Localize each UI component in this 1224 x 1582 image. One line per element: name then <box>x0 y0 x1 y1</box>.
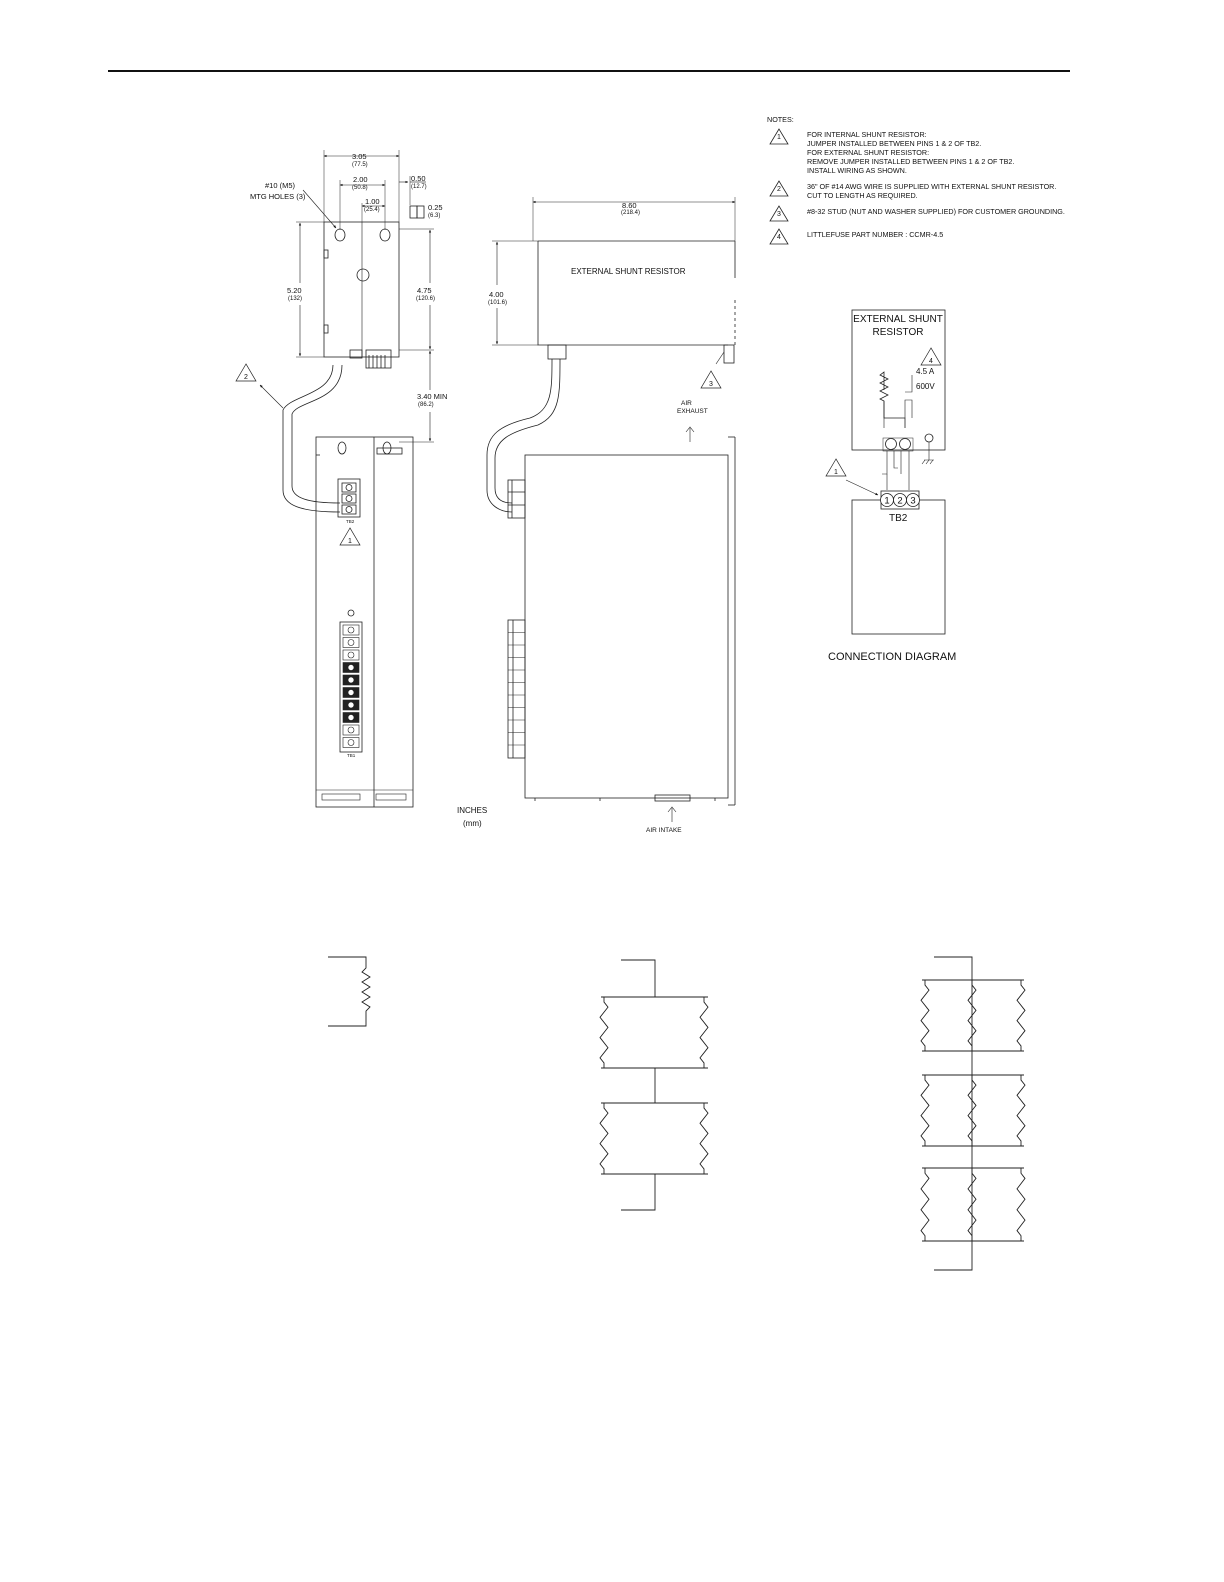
dim-center: 1.00 <box>365 197 380 206</box>
parallel-bus <box>601 1103 708 1174</box>
units-inches: INCHES <box>457 806 488 815</box>
dim-height-mm: (132) <box>288 296 303 302</box>
note-1-line: FOR INTERNAL SHUNT RESISTOR: <box>807 130 927 139</box>
resistor <box>1017 980 1025 1051</box>
pin-2: 2 <box>897 495 903 507</box>
callout-stud <box>701 371 721 388</box>
ground-icon <box>922 442 934 464</box>
mounting-hole <box>335 229 345 241</box>
terminal-block-resistor <box>366 350 391 368</box>
air-exhaust-1: AIR <box>681 400 692 407</box>
dim-clearance-mm: (86.2) <box>418 402 434 408</box>
callout-conn-jumper <box>826 459 846 476</box>
note-2 <box>767 182 1097 200</box>
resistor <box>700 1103 708 1174</box>
note-1-triangle-icon: 1 <box>769 128 789 145</box>
tb2-label: TB2 <box>346 519 355 524</box>
tb1-side <box>508 620 525 758</box>
note-1-line: JUMPER INSTALLED BETWEEN PINS 1 & 2 OF TB2. <box>807 139 982 148</box>
tb1-screw <box>348 677 354 683</box>
ground-stud <box>925 434 933 442</box>
note-1-line: INSTALL WIRING AS SHOWN. <box>807 166 907 175</box>
dim-thick: 0.25 <box>428 203 443 212</box>
tb1-screw <box>348 665 354 671</box>
resistor <box>1017 1168 1025 1241</box>
note-4 <box>767 230 1097 246</box>
note-2-line: 36" OF #14 AWG WIRE IS SUPPLIED WITH EXTERNAL SHUNT RESISTOR. <box>807 182 1057 191</box>
svg-text:1: 1 <box>348 538 352 545</box>
note-4-line: LITTLEFUSE PART NUMBER : CCMR-4.5 <box>807 230 944 239</box>
fuse-volt: 600V <box>916 382 935 391</box>
tb1-screw <box>348 715 354 721</box>
dim-offset: 0.50 <box>411 174 426 183</box>
svg-text:4: 4 <box>929 358 933 365</box>
tb1-screw <box>348 627 354 633</box>
resistor-terminal <box>900 439 911 450</box>
mounting-hole <box>380 229 390 241</box>
resistor-title-2: RESISTOR <box>872 327 924 338</box>
tb1-screw <box>348 702 354 708</box>
resistor-title-1: EXTERNAL SHUNT <box>853 314 943 325</box>
resistor-terminal <box>886 439 897 450</box>
dim-width: 3.05 <box>352 152 367 161</box>
resistor-config-series-parallel <box>600 960 708 1210</box>
tb1-screw <box>348 652 354 658</box>
tb1-side-segments <box>508 633 525 746</box>
pin-3: 3 <box>910 495 916 507</box>
resistor <box>1017 1075 1025 1146</box>
resistor <box>921 980 929 1051</box>
dim-height: 5.20 <box>287 286 302 295</box>
wire <box>621 960 655 997</box>
dim-side-height-mm: (101.6) <box>488 300 508 306</box>
dim-length-mm: (218.4) <box>621 210 641 216</box>
mtg-holes-label-2: MTG HOLES (3) <box>250 192 306 201</box>
note-1-line: FOR EXTERNAL SHUNT RESISTOR: <box>807 148 930 157</box>
air-exhaust-2: EXHAUST <box>677 408 708 415</box>
dim-thick-mm: (6.3) <box>428 213 441 219</box>
notes-title: NOTES: <box>767 115 794 124</box>
pin-1: 1 <box>884 495 890 507</box>
dim-clearance: 3.40 MIN <box>417 392 448 401</box>
side-view <box>487 197 735 822</box>
dim-center-mm: (25.4) <box>364 207 380 213</box>
dim-width-mm: (77.5) <box>352 162 368 168</box>
note-3 <box>767 207 1097 223</box>
dim-length: 8.60 <box>622 201 637 210</box>
drive-side-view <box>525 455 728 798</box>
parallel-bus <box>601 997 708 1068</box>
note-1-line: REMOVE JUMPER INSTALLED BETWEEN PINS 1 & 2 OF TB2. <box>807 157 1015 166</box>
tb1-screw <box>348 740 354 746</box>
dim-offset-mm: (12.7) <box>411 184 427 190</box>
tb2-conn-label: TB2 <box>889 513 908 524</box>
units-mm: (mm) <box>463 819 482 828</box>
tb1-terminal-screws <box>343 625 359 748</box>
callout-fuse <box>921 348 941 365</box>
resistor <box>700 997 708 1068</box>
resistor-config-3x3 <box>921 957 1025 1270</box>
note-2-line: CUT TO LENGTH AS REQUIRED. <box>807 191 918 200</box>
mtg-holes-label-1: #10 (M5) <box>265 181 296 190</box>
fuse-amp: 4.5 A <box>916 367 935 376</box>
tb1-label: TB1 <box>347 753 356 758</box>
dim-holes: 2.00 <box>353 175 368 184</box>
note-3-line: #8-32 STUD (NUT AND WASHER SUPPLIED) FOR CUSTOMER GROUNDING. <box>807 207 1065 216</box>
note-3-triangle-icon: 3 <box>769 205 789 222</box>
callout-wire <box>236 364 256 381</box>
side-view-labels <box>457 201 708 834</box>
parallel-bus <box>922 980 1024 1051</box>
tb1-screw <box>348 640 354 646</box>
resistor-label: EXTERNAL SHUNT RESISTOR <box>571 267 686 276</box>
dim-inner-mm: (120.6) <box>416 296 436 302</box>
wire <box>621 1174 655 1210</box>
connection-diagram-title: CONNECTION DIAGRAM <box>828 651 957 663</box>
tb1-screw <box>348 727 354 733</box>
parallel-bus <box>922 1168 1024 1241</box>
resistor-end-view <box>324 222 399 357</box>
note-1 <box>767 130 1097 175</box>
parallel-bus <box>922 1075 1024 1146</box>
resistor <box>600 1103 608 1174</box>
resistor <box>921 1075 929 1146</box>
note-2-triangle-icon: 2 <box>769 180 789 197</box>
connection-labels <box>828 314 956 663</box>
notes-block <box>767 115 1097 253</box>
tb1-screw <box>348 690 354 696</box>
svg-text:1: 1 <box>834 469 838 476</box>
resistor <box>600 997 608 1068</box>
drive-front-view <box>316 437 413 807</box>
air-intake: AIR INTAKE <box>646 827 682 834</box>
svg-text:3: 3 <box>709 381 713 388</box>
resistor <box>921 1168 929 1241</box>
resistor-side-view <box>538 241 735 345</box>
dim-holes-mm: (50.8) <box>352 185 368 191</box>
note-4-triangle-icon: 4 <box>769 228 789 245</box>
resistor-config-single <box>328 957 370 1026</box>
wire <box>934 957 972 1270</box>
cable-gland <box>357 269 369 281</box>
dim-side-height: 4.00 <box>489 290 504 299</box>
svg-text:2: 2 <box>244 374 248 381</box>
dim-inner: 4.75 <box>417 286 432 295</box>
callout-jumper <box>340 528 360 545</box>
